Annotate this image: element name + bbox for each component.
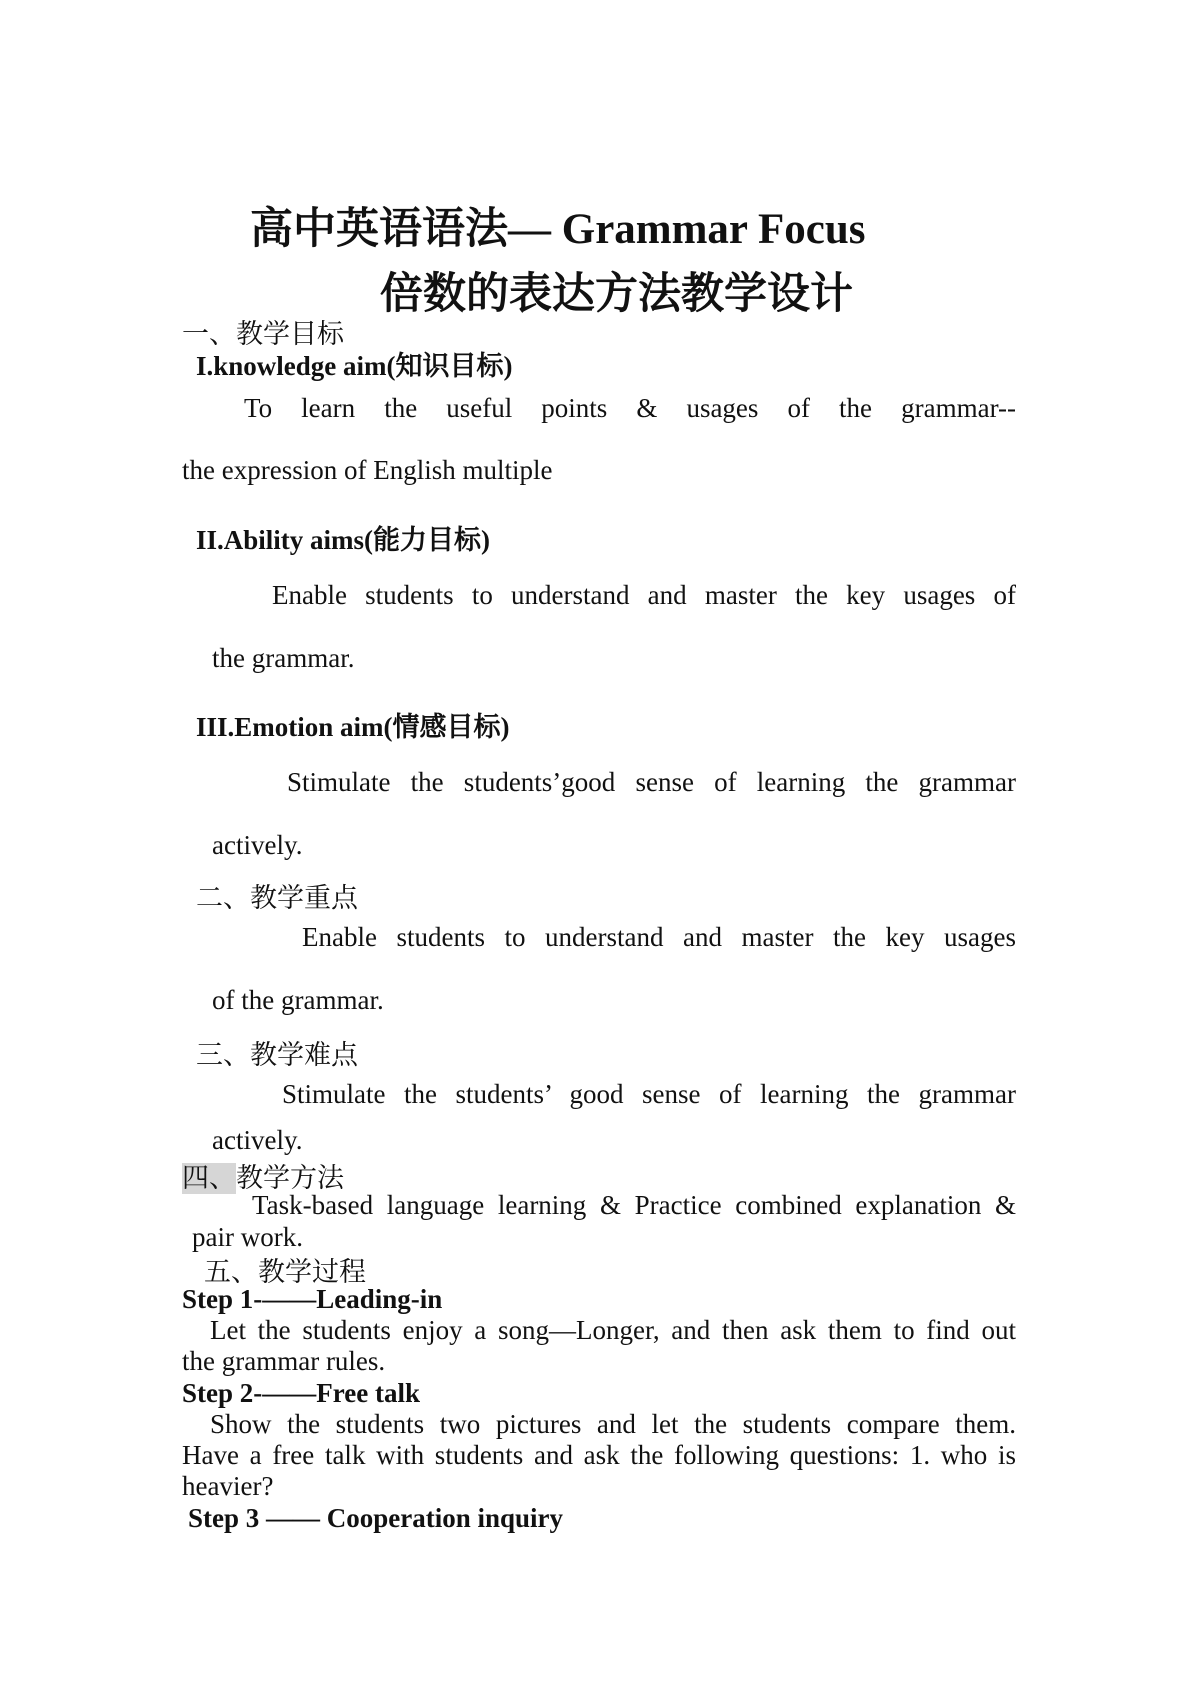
- step1-heading: Step 1-——Leading-in: [182, 1284, 443, 1314]
- section4-heading-highlight: 四、: [182, 1163, 236, 1194]
- section5-heading: 五、教学过程: [204, 1257, 366, 1288]
- knowledge-aim-heading: I.knowledge aim(知识目标): [196, 351, 513, 381]
- section4-line2: pair work.: [192, 1222, 303, 1252]
- section4-heading-rest: 教学方法: [236, 1163, 344, 1194]
- step1-line1: Let the students enjoy a song—Longer, and then ask them to find out: [210, 1315, 1016, 1345]
- step1-line2: the grammar rules.: [182, 1346, 386, 1376]
- emotion-aim-line2: actively.: [212, 830, 303, 860]
- knowledge-aim-line1: To learn the useful points & usages of the grammar--: [244, 393, 1016, 423]
- step3-heading: Step 3 —— Cooperation inquiry: [188, 1503, 564, 1533]
- step2-heading: Step 2-——Free talk: [182, 1378, 420, 1408]
- step2-line2: Have a free talk with students and ask the following questions: 1. who is: [182, 1440, 1016, 1470]
- section2-heading: 二、教学重点: [196, 883, 358, 914]
- section1-heading: 一、教学目标: [182, 319, 344, 350]
- ability-aim-heading: II.Ability aims(能力目标): [196, 525, 491, 555]
- section2-line2: of the grammar.: [212, 985, 384, 1015]
- step2-line3: heavier?: [182, 1471, 274, 1501]
- section3-heading: 三、教学难点: [196, 1040, 358, 1071]
- section3-line2: actively.: [212, 1125, 303, 1155]
- knowledge-aim-line2: the expression of English multiple: [182, 455, 553, 485]
- document-title-line1: 高中英语语法— Grammar Focus: [250, 206, 866, 253]
- ability-aim-line2: the grammar.: [212, 643, 355, 673]
- section2-line1: Enable students to understand and master the key usages: [302, 922, 1016, 952]
- ability-aim-line1: Enable students to understand and master the key usages of: [272, 580, 1016, 610]
- emotion-aim-line1: Stimulate the students’good sense of learning the grammar: [287, 767, 1016, 797]
- section4-line1: Task-based language learning & Practice combined explanation &: [252, 1190, 1016, 1220]
- emotion-aim-heading: III.Emotion aim(情感目标): [196, 712, 510, 742]
- document-title-line2: 倍数的表达方法教学设计: [380, 271, 853, 318]
- section3-line1: Stimulate the students’ good sense of learning the grammar: [282, 1079, 1016, 1109]
- step2-line1: Show the students two pictures and let the students compare them.: [210, 1409, 1016, 1439]
